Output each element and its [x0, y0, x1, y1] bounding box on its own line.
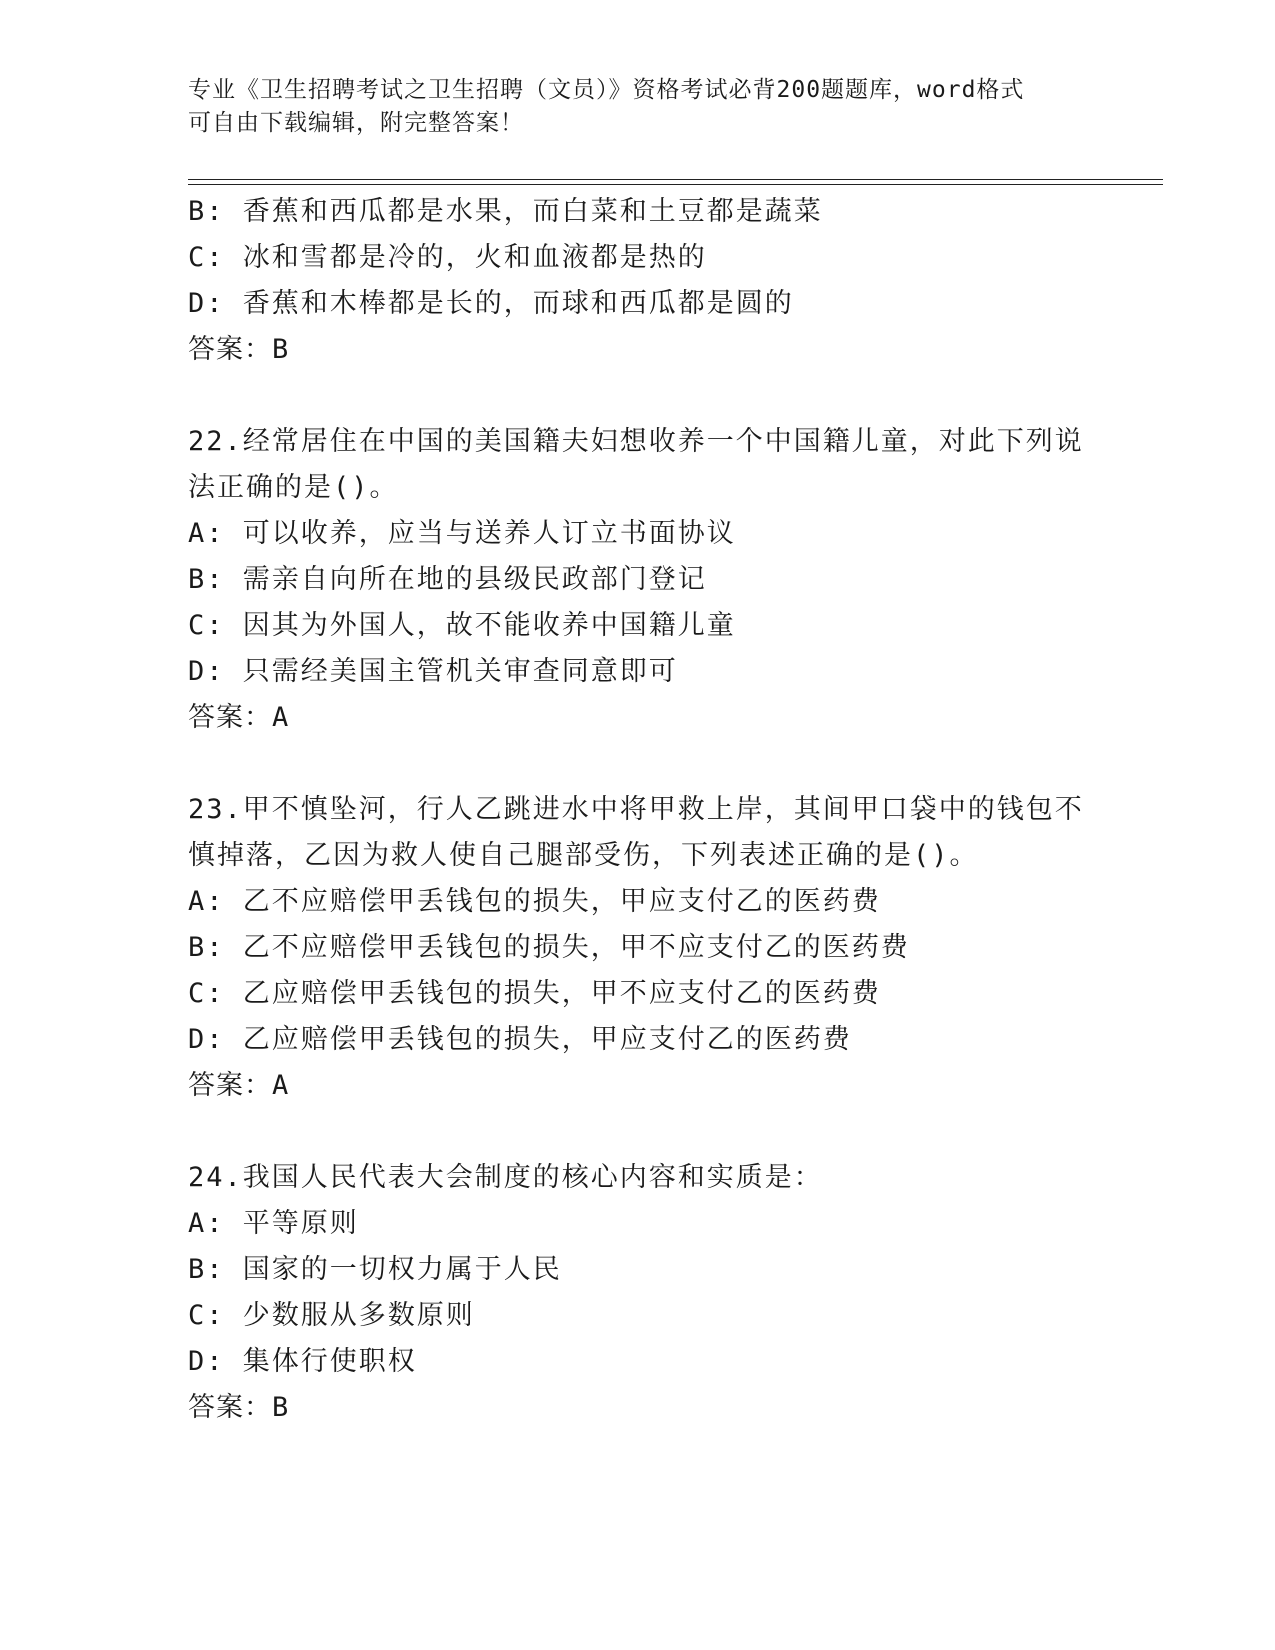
option-c: C: 因其为外国人，故不能收养中国籍儿童 — [188, 610, 736, 641]
header-divider-bottom — [188, 184, 1163, 185]
question-23 — [188, 787, 1108, 1109]
question-stem-continued: 慎掉落，乙因为救人使自己腿部受伤，下列表述正确的是()。 — [188, 840, 979, 871]
option-d: D: 集体行使职权 — [188, 1346, 417, 1377]
option-b: B: 需亲自向所在地的县级民政部门登记 — [188, 564, 707, 595]
header-divider-top — [188, 179, 1163, 180]
spacer — [188, 373, 1108, 419]
question-22 — [188, 419, 1108, 741]
question-stem: 22.经常居住在中国的美国籍夫妇想收养一个中国籍儿童，对此下列说 — [188, 426, 1084, 457]
option-d: D: 香蕉和木棒都是长的，而球和西瓜都是圆的 — [188, 288, 794, 319]
question-stem-continued: 法正确的是()。 — [188, 472, 399, 503]
document-header — [188, 74, 1088, 140]
answer: 答案：B — [188, 1392, 290, 1423]
spacer — [188, 741, 1108, 787]
question-24 — [188, 1155, 1108, 1431]
question-stem: 23.甲不慎坠河，行人乙跳进水中将甲救上岸，其间甲口袋中的钱包不 — [188, 794, 1084, 825]
spacer — [188, 1109, 1108, 1155]
option-a: A: 乙不应赔偿甲丢钱包的损失，甲应支付乙的医药费 — [188, 886, 881, 917]
question-list — [188, 189, 1108, 1431]
option-b: B: 香蕉和西瓜都是水果，而白菜和土豆都是蔬菜 — [188, 196, 823, 227]
option-b: B: 国家的一切权力属于人民 — [188, 1254, 562, 1285]
answer: 答案：A — [188, 1070, 290, 1101]
option-a: A: 可以收养，应当与送养人订立书面协议 — [188, 518, 736, 549]
option-b: B: 乙不应赔偿甲丢钱包的损失，甲不应支付乙的医药费 — [188, 932, 910, 963]
header-line-1: 专业《卫生招聘考试之卫生招聘（文员）》资格考试必背200题题库，word格式 — [188, 77, 1025, 103]
option-c: C: 少数服从多数原则 — [188, 1300, 475, 1331]
option-d: D: 只需经美国主管机关审查同意即可 — [188, 656, 678, 687]
answer: 答案：B — [188, 334, 290, 365]
question-21 — [188, 189, 1108, 373]
option-d: D: 乙应赔偿甲丢钱包的损失，甲应支付乙的医药费 — [188, 1024, 852, 1055]
header-line-2: 可自由下载编辑，附完整答案！ — [188, 110, 524, 136]
answer: 答案：A — [188, 702, 290, 733]
option-c: C: 冰和雪都是冷的，火和血液都是热的 — [188, 242, 707, 273]
option-c: C: 乙应赔偿甲丢钱包的损失，甲不应支付乙的医药费 — [188, 978, 881, 1009]
question-stem: 24.我国人民代表大会制度的核心内容和实质是： — [188, 1162, 823, 1193]
option-a: A: 平等原则 — [188, 1208, 359, 1239]
